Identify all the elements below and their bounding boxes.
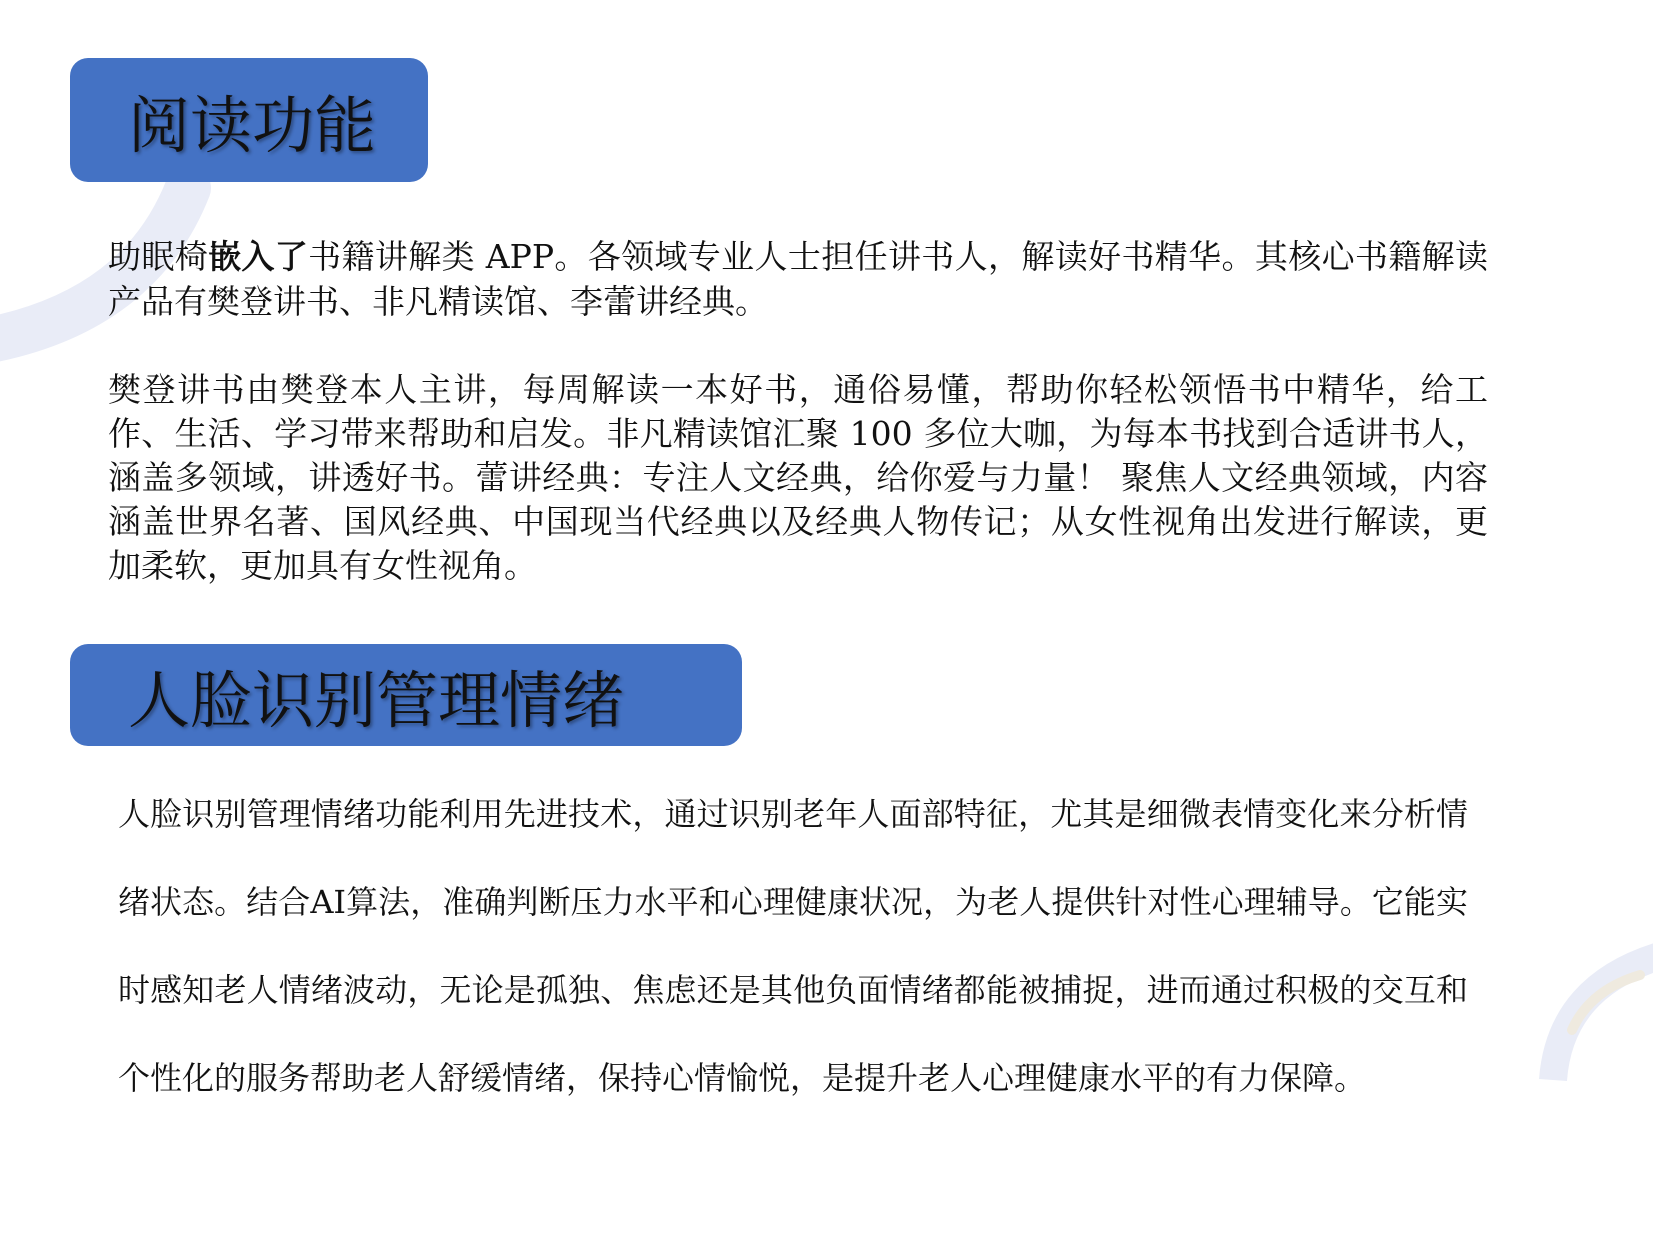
reading-section-header — [70, 58, 428, 182]
reading-section-title: 阅读功能 — [128, 88, 377, 162]
decor-arc-right — [1553, 955, 1653, 1080]
decor-arc-right-inner — [1572, 975, 1640, 1030]
face-section-header — [70, 644, 742, 746]
reading-intro-paragraph — [108, 234, 1488, 324]
reading-intro-bold: 嵌入了 — [208, 237, 309, 276]
reading-intro-text-2: 书籍讲解类 APP。各领域专业人士担任讲书人，解读好书精华。其核心书籍解读产品有樊登讲书、非凡精读馆、李蕾讲经典。 — [108, 237, 1489, 321]
reading-detail-paragraph: 樊登讲书由樊登本人主讲，每周解读一本好书，通俗易懂，帮助你轻松领悟书中精华，给工作、生活、学习带来帮助和启发。非凡精读馆汇聚 100 多位大咖，为每本书找到合适讲书人，涵盖多领域，讲透好书。蕾讲经典：专注人文经典，给你爱与力量！ 聚焦人文经典领域，内容涵盖世界名著、国风经典、中国现当代经典以及经典人物传记；从女性视角出发进行解读，更加柔软，更加具有女性视角。 — [108, 370, 1488, 585]
reading-intro-text-1: 助眠椅 — [108, 237, 209, 276]
face-section-title: 人脸识别管理情绪 — [128, 663, 625, 737]
face-body-paragraph: 人脸识别管理情绪功能利用先进技术，通过识别老年人面部特征，尤其是细微表情变化来分析情绪状态。结合AI算法，准确判断压力水平和心理健康状况，为老人提供针对性心理辅导。它能实时感知老人情绪波动，无论是孤独、焦虑还是其他负面情绪都能被捕捉，进而通过积极的交互和个性化的服务帮助老人舒缓情绪，保持心情愉悦，是提升老人心理健康水平的有力保障。 — [118, 795, 1468, 1097]
